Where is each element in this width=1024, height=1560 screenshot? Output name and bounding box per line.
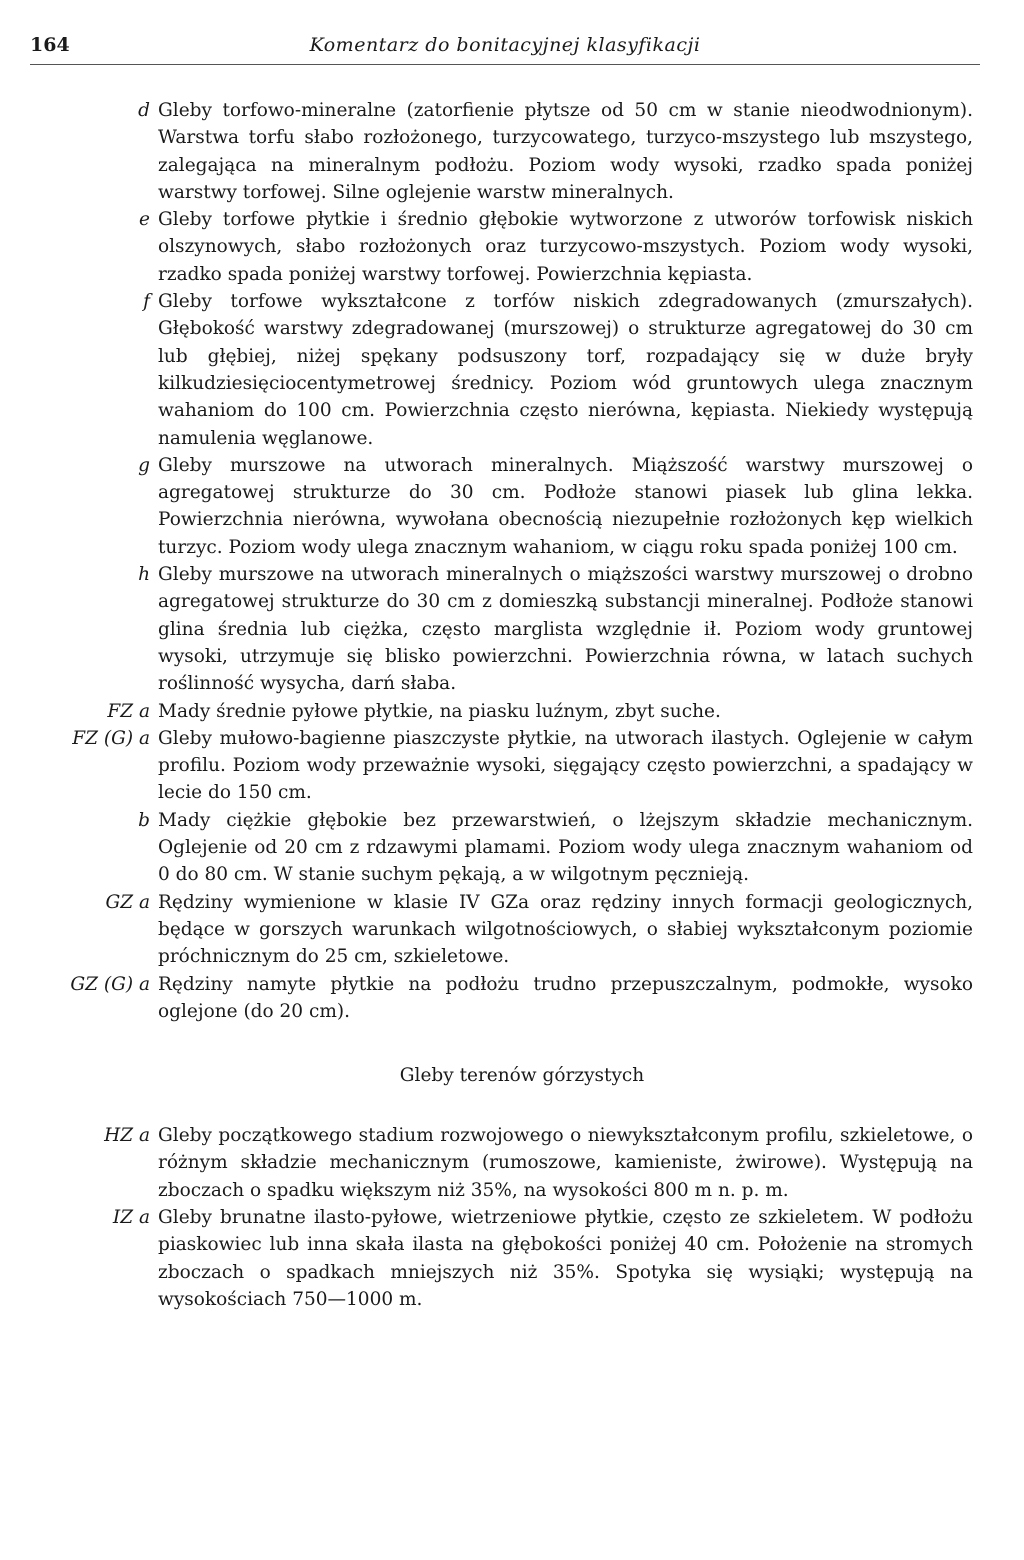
entry-mark: HZ a [104, 1125, 150, 1147]
entry-f [0, 288, 1024, 452]
page-number: 164 [30, 34, 70, 56]
entry-mark: GZ a [105, 891, 150, 913]
entry-text: Gleby brunatne ilasto-pyłowe, wietrzeniowe płytkie, często ze szkieletem. W podłożu piaskowiec lub inna skała ilasta na głębokości poniżej 40 cm. Położenie na stromych zboczach o spadkach mniejszych niż 35%. Spotyka się wysiąki; występują na wysokościach 750—1000 m. [158, 1206, 973, 1310]
entry-d [0, 97, 1024, 206]
entry-mark: f [143, 291, 150, 313]
entry-hza [0, 1122, 1024, 1204]
running-title: Komentarz do bonitacyjnej klasyfikacji [309, 34, 701, 56]
entry-text: Mady ciężkie głębokie bez przewarstwień, o lżejszym składzie mechanicznym. Oglejenie od 20 cm z rdzawymi plamami. Poziom wody ulega znacznym wahaniom od 0 do 80 cm. W stanie suchym pękają, a w wilgotnym pęcznieją. [158, 809, 973, 886]
entry-text: Gleby mułowo-bagienne piaszczyste płytkie, na utworach ilastych. Oglejenie w całym profilu. Poziom wody przeważnie wysoki, sięgający często powierzchni, a spadający w lecie do 150 cm. [158, 727, 973, 804]
entry-text: Mady średnie pyłowe płytkie, na piasku luźnym, zbyt suche. [158, 700, 721, 722]
entry-h [0, 561, 1024, 697]
entry-text: Gleby murszowe na utworach mineralnych. Miąższość warstwy murszowej o agregatowej strukturze do 30 cm. Podłoże stanowi piasek lub glina lekka. Powierzchnia nierówna, wywołana obecnością niezupełnie rozłożonych kęp wielkich turzyc. Poziom wody ulega znacznym wahaniom, w ciągu roku spada poniżej 100 cm. [158, 454, 973, 558]
entry-text: Rędziny namyte płytkie na podłożu trudno przepuszczalnym, podmokłe, wysoko oglejone (do 20 cm). [158, 973, 973, 1022]
entry-b [0, 807, 1024, 889]
entry-text: Gleby torfowe wykształcone z torfów niskich zdegradowanych (zmurszałych). Głębokość warstwy zdegradowanej (murszowej) o strukturze agregatowej do 30 cm lub głębiej, niżej spękany podsuszony torf, rozpadający się w duże bryły kilkudziesięciocentymetrowej średnicy. Poziom wód gruntowych ulega znacznym wahaniom do 100 cm. Powierzchnia często nierówna, kępiasta. Niekiedy występują namulenia węglanowe. [158, 291, 973, 449]
entry-gzga [0, 971, 1024, 1026]
entry-mark: IZ a [112, 1206, 150, 1228]
entry-text: Gleby torfowe płytkie i średnio głębokie wytworzone z utworów torfowisk niskich olszynowych, słabo rozłożonych oraz turzycowo-mszystych. Poziom wody wysoki, rzadko spada poniżej warstwy torfowej. Powierzchnia kępiasta. [158, 209, 973, 285]
page-header [30, 34, 980, 65]
entry-mark: GZ (G) a [70, 973, 150, 995]
entry-g [0, 452, 1024, 561]
entry-e [0, 206, 1024, 288]
page-content [0, 97, 1024, 1313]
entry-iza [0, 1204, 1024, 1313]
entry-text: Rędziny wymienione w klasie IV GZa oraz rędziny innych formacji geologicznych, będące w gorszych warunkach wilgotnościowych, o słabiej wykształconym poziomie próchnicznym do 25 cm, szkieletowe. [158, 891, 973, 968]
entry-fzga [0, 725, 1024, 807]
section-title: Gleby terenów górzystych [399, 1065, 645, 1087]
entry-mark: FZ a [107, 700, 150, 722]
entry-mark: h [138, 564, 150, 586]
entry-text: Gleby murszowe na utworach mineralnych o miąższości warstwy murszowej o drobno agregatowej strukturze do 30 cm z domieszką substancji mineralnej. Podłoże stanowi glina średnia lub ciężka, często marglista względnie ił. Poziom wody gruntowej wysoki, utrzymuje się blisko powierzchni. Powierzchnia równa, w latach suchych roślinność wysycha, darń słaba. [158, 564, 973, 695]
entry-mark: FZ (G) a [72, 727, 150, 749]
entry-mark: g [138, 454, 150, 476]
entry-text: Gleby początkowego stadium rozwojowego o niewykształconym profilu, szkieletowe, o różnym składzie mechanicznym (rumoszowe, kamieniste, żwirowe). Występują na zboczach o spadku większym niż 35%, na wysokości 800 m n. p. m. [158, 1125, 973, 1201]
entry-mark: e [139, 209, 150, 231]
entry-mark: b [138, 809, 150, 831]
entry-text: Gleby torfowo-mineralne (zatorfienie płytsze od 50 cm w stanie nieodwodnionym). Warstwa torfu słabo rozłożonego, turzycowatego, turzyco-mszystego lub mszystego, zalegająca na mineralnym podłożu. Poziom wody wysoki, rzadko spada poniżej warstwy torfowej. Silne oglejenie warstw mineralnych. [158, 100, 973, 203]
entry-fza [0, 698, 1024, 725]
entry-gza [0, 889, 1024, 971]
entry-mark: d [138, 100, 150, 121]
